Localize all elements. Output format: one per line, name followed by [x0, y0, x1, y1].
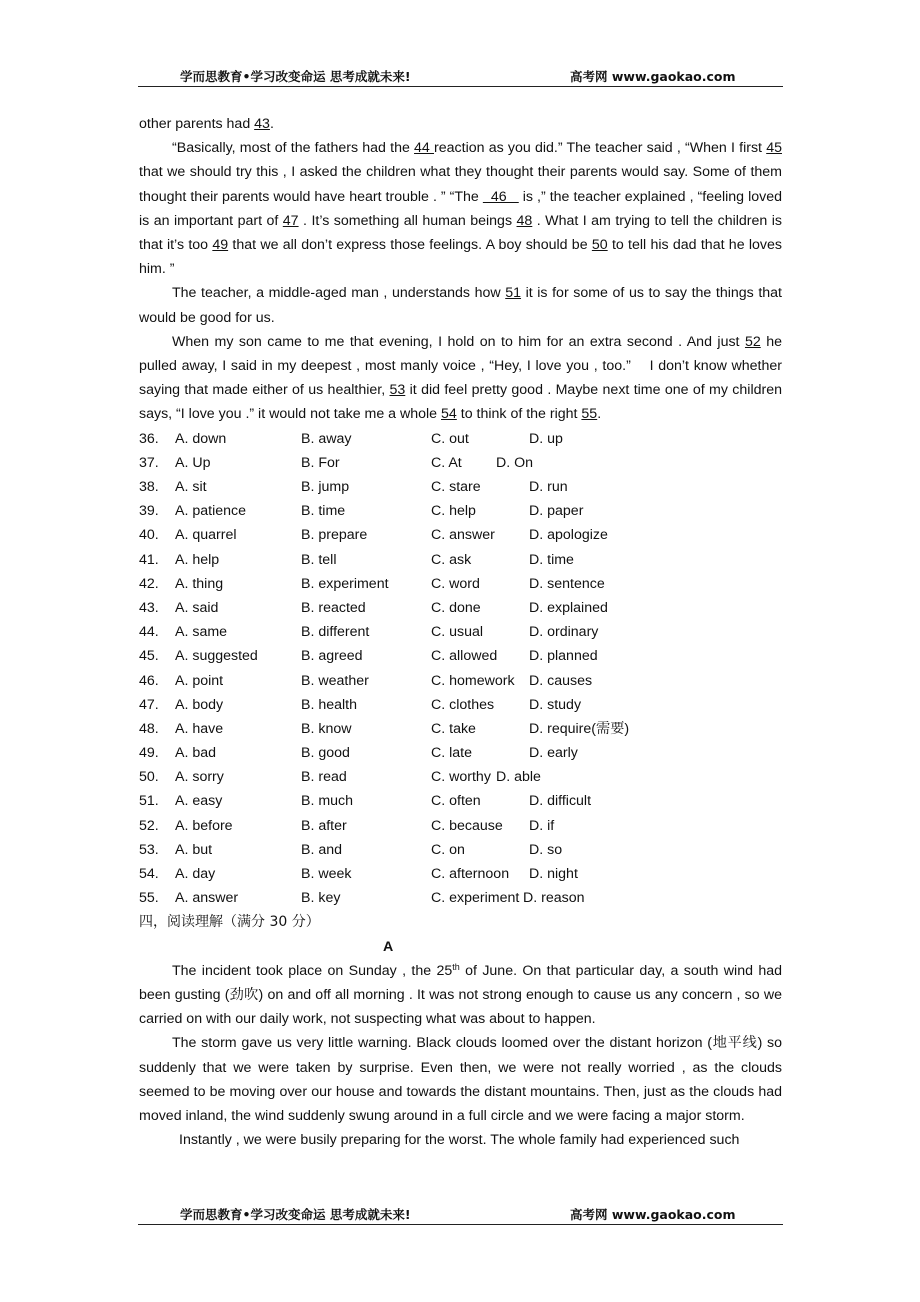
section-heading: 四，阅读理解（满分 30 分） — [139, 914, 320, 931]
reading-paragraph-1 — [139, 959, 782, 1032]
option-c: C. because — [431, 817, 503, 834]
option-b: B. good — [301, 745, 350, 762]
question-number: 55. — [139, 890, 159, 907]
blank-52: 52 — [744, 333, 761, 350]
option-b: B. weather — [301, 672, 369, 689]
text: . — [269, 116, 274, 132]
option-row — [139, 572, 782, 596]
option-c: C. word — [431, 575, 480, 592]
passage-title: A — [383, 938, 394, 955]
text: . What I am trying to tell the children is that it’s too — [139, 212, 783, 254]
option-b: B. tell — [301, 551, 337, 568]
option-c: C. on — [431, 841, 465, 858]
text: . — [597, 406, 602, 423]
question-number: 49. — [139, 745, 159, 762]
question-number: 43. — [139, 599, 159, 616]
option-c: C. ask — [431, 551, 472, 568]
option-b: B. reacted — [301, 599, 366, 616]
options-list — [139, 427, 782, 911]
text: “Basically, most of the fathers had the — [172, 140, 415, 157]
text: is ,” the teacher explained , “feeling loved is an important part of — [139, 188, 782, 229]
question-number: 47. — [139, 696, 159, 713]
option-c: C. At — [431, 454, 462, 471]
blank-45: 45 — [766, 140, 782, 157]
option-row — [139, 765, 782, 789]
option-c: C. out — [431, 430, 469, 447]
text: of June. On that particular day, a south wind had been gusting (劲吹) on and off all morning . It was not strong enough to cause us any concern , so we carried on with our daily work, not suspecting what was about to happen. — [139, 962, 783, 1028]
option-b: B. away — [301, 430, 352, 447]
option-c: C. clothes — [431, 696, 495, 713]
text: it did feel pretty good . Maybe next time one of my children says, “I love you .” it would not take me a whole — [139, 382, 782, 423]
option-d: D. if — [529, 817, 555, 834]
header-slogan: 学而思教育•学习改变命运 思考成就未来! — [180, 69, 411, 84]
option-c: C. answer — [431, 527, 495, 544]
footer-slogan: 学而思教育•学习改变命运 思考成就未来! — [180, 1207, 411, 1222]
option-row — [139, 862, 782, 886]
option-b: B. jump — [301, 479, 350, 496]
question-number: 50. — [139, 769, 159, 786]
header-site: 高考网 www.gaokao.com — [570, 69, 736, 84]
option-b: B. agreed — [301, 648, 363, 665]
option-d: D. able — [496, 769, 541, 786]
option-row — [139, 838, 782, 862]
option-d: D. On — [496, 454, 534, 471]
option-d: D. sentence — [529, 575, 605, 592]
question-number: 36. — [139, 430, 159, 447]
question-number: 54. — [139, 866, 159, 883]
blank-48: 48 — [516, 212, 533, 229]
option-b: B. time — [301, 503, 346, 520]
option-row — [139, 523, 782, 547]
text: . It’s something all human beings — [298, 212, 517, 229]
option-c: C. done — [431, 599, 481, 616]
option-c: C. allowed — [431, 648, 498, 665]
option-a: A. help — [175, 551, 220, 568]
option-c: C. afternoon — [431, 866, 510, 883]
passage-paragraph-1 — [139, 136, 782, 281]
option-a: A. down — [175, 430, 227, 447]
option-row — [139, 669, 782, 693]
option-row — [139, 741, 782, 765]
option-d: D. paper — [529, 503, 584, 520]
blank-51: 51 — [505, 285, 522, 302]
option-d: D. planned — [529, 648, 598, 665]
blank-43: 43 — [254, 116, 270, 132]
passage-paragraph-2 — [139, 281, 782, 329]
document-body — [139, 112, 786, 1152]
option-b: B. week — [301, 866, 352, 883]
superscript: th — [452, 961, 460, 972]
blank-53: 53 — [389, 382, 406, 399]
option-d: D. time — [529, 551, 574, 568]
option-d: D. early — [529, 745, 578, 762]
option-d: D. require(需要) — [529, 720, 630, 737]
option-row — [139, 548, 782, 572]
option-c: C. homework — [431, 672, 515, 689]
option-b: B. prepare — [301, 527, 368, 544]
option-a: A. patience — [175, 503, 246, 520]
option-row — [139, 886, 782, 910]
option-b: B. know — [301, 720, 352, 737]
option-a: A. but — [175, 841, 213, 858]
option-a: A. bad — [175, 745, 217, 762]
question-number: 52. — [139, 817, 159, 834]
option-c: C. often — [431, 793, 481, 810]
blank-50: 50 — [591, 237, 608, 254]
text: it is for some of us to say the things that would be good for us. — [139, 285, 783, 326]
question-number: 48. — [139, 720, 159, 737]
option-d: D. ordinary — [529, 624, 599, 641]
text: When my son came to me that evening, I hold on to him for an extra second . And just — [172, 333, 745, 350]
option-row — [139, 789, 782, 813]
option-b: B. and — [301, 841, 343, 858]
question-number: 53. — [139, 841, 159, 858]
passage-paragraph-3 — [139, 330, 786, 427]
footer-site: 高考网 www.gaokao.com — [570, 1207, 736, 1222]
page-header — [138, 66, 783, 87]
question-number: 42. — [139, 575, 159, 592]
option-b: B. after — [301, 817, 347, 834]
option-a: A. answer — [175, 890, 239, 907]
option-a: A. quarrel — [175, 527, 237, 544]
option-row — [139, 620, 782, 644]
option-a: A. thing — [175, 575, 224, 592]
question-number: 41. — [139, 551, 159, 568]
question-number: 51. — [139, 793, 159, 810]
option-d: D. study — [529, 696, 582, 713]
option-a: A. easy — [175, 793, 223, 810]
option-d: D. so — [529, 841, 563, 858]
text: reaction as you did.” The teacher said , “When I first — [434, 140, 767, 157]
blank-49: 49 — [212, 237, 229, 254]
text: that we should try this , I asked the children what they thought their parents would say. Some of them thought their parents would have heart trouble . ” “The — [139, 164, 782, 205]
option-a: A. sorry — [175, 769, 224, 786]
option-row — [139, 451, 782, 475]
option-a: A. have — [175, 720, 224, 737]
option-b: B. key — [301, 890, 341, 907]
option-row — [139, 499, 782, 523]
option-d: D. night — [529, 866, 578, 883]
text: The teacher, a middle-aged man , understands how — [172, 285, 506, 302]
reading-paragraph-3: Instantly , we were busily preparing for the worst. The whole family had experienced such — [179, 1132, 740, 1149]
question-number: 44. — [139, 624, 159, 641]
question-number: 45. — [139, 648, 159, 665]
option-row — [139, 427, 782, 451]
option-c: C. experiment — [431, 890, 520, 907]
option-b: B. read — [301, 769, 347, 786]
option-c: C. help — [431, 503, 476, 520]
reading-paragraph-2: The storm gave us very little warning. Black clouds loomed over the distant horizon (地平线) so suddenly that we were taken by surprise. Even then, we were not really worried , as the clouds seemed to be moving over our house and towards the distant mountains. Then, just as the clouds had moved inland, the wind suddenly swung around in a full circle and we were facing a major storm. — [139, 1035, 782, 1125]
option-a: A. body — [175, 696, 224, 713]
option-d: D. causes — [529, 672, 593, 689]
option-a: A. before — [175, 817, 233, 834]
option-c: C. stare — [431, 479, 481, 496]
option-c: C. late — [431, 745, 473, 762]
page-footer — [138, 1204, 783, 1225]
option-d: D. apologize — [529, 527, 608, 544]
option-c: C. worthy — [431, 769, 491, 786]
option-b: B. experiment — [301, 575, 389, 592]
option-b: B. health — [301, 696, 358, 713]
option-d: D. difficult — [529, 793, 592, 810]
blank-44: 44 — [414, 140, 435, 157]
option-a: A. suggested — [175, 648, 258, 665]
question-number: 38. — [139, 479, 159, 496]
option-d: D. explained — [529, 599, 608, 616]
blank-46: 46 — [482, 188, 519, 205]
option-row — [139, 475, 782, 499]
option-a: A. Up — [175, 454, 211, 471]
option-row — [139, 717, 782, 741]
text: other parents had — [139, 116, 255, 132]
option-row — [139, 644, 782, 668]
option-a: A. point — [175, 672, 224, 689]
question-number: 39. — [139, 503, 159, 520]
option-b: B. For — [301, 454, 340, 471]
option-b: B. much — [301, 793, 354, 810]
option-a: A. said — [175, 599, 219, 616]
text: he pulled away, I said in my deepest , most manly voice , “Hey, I love you , too.” I don’t know whether saying that made either of us healthier, — [139, 333, 786, 399]
text: The incident took place on Sunday , the 25 — [172, 962, 453, 979]
question-number: 40. — [139, 527, 159, 544]
text: that we all don’t express those feelings. A boy should be — [228, 237, 592, 254]
option-d: D. up — [529, 430, 563, 447]
blank-54: 54 — [441, 406, 457, 423]
option-d: D. reason — [523, 890, 585, 907]
option-row — [139, 693, 782, 717]
text: to think of the right — [456, 406, 582, 423]
blank-55: 55 — [581, 406, 598, 423]
option-row — [139, 596, 782, 620]
option-a: A. day — [175, 866, 216, 883]
question-number: 46. — [139, 672, 159, 689]
question-number: 37. — [139, 454, 159, 471]
blank-47: 47 — [282, 212, 299, 229]
option-b: B. different — [301, 624, 370, 641]
option-d: D. run — [529, 479, 568, 496]
option-a: A. same — [175, 624, 228, 641]
passage-paragraph-0 — [139, 112, 782, 136]
option-row — [139, 814, 782, 838]
text: to tell his dad that he loves him. ” — [139, 237, 782, 278]
option-a: A. sit — [175, 479, 207, 496]
option-c: C. take — [431, 720, 476, 737]
option-c: C. usual — [431, 624, 484, 641]
